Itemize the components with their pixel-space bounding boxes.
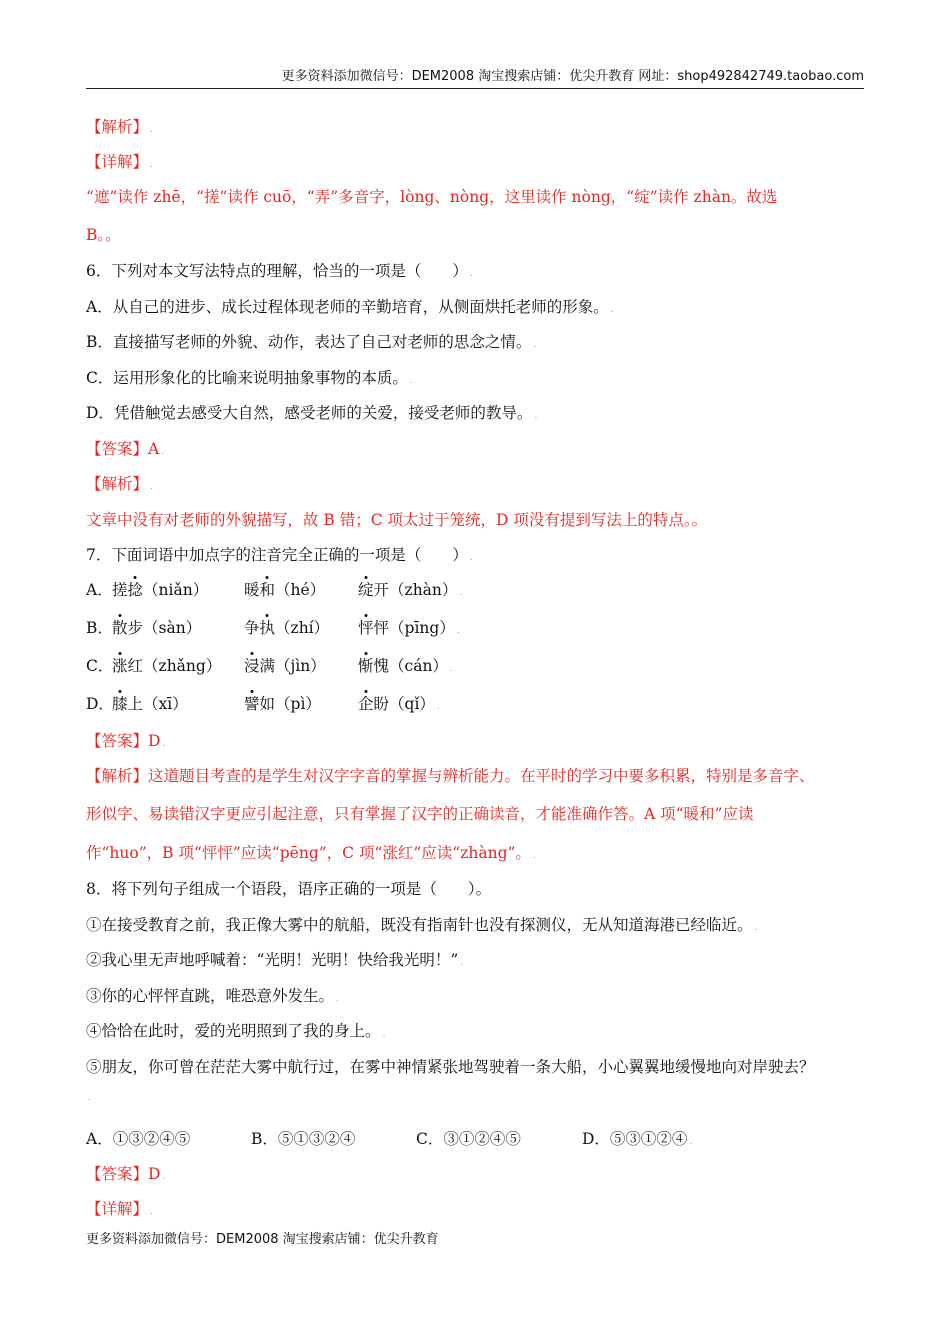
option-word: 浸满（jìn） bbox=[244, 657, 326, 675]
analysis-text: 文章中没有对老师的外貌描写，故 B 错；C 项太过于笼统，D 项没有提到写法上的特点。。 bbox=[86, 511, 708, 529]
page-header: 更多资料添加微信号：DEM2008 淘宝搜索店铺：优尖升教育 网址：shop492842749.taobao.com bbox=[86, 68, 864, 89]
option-d: D．⑤③①②④ . bbox=[582, 1130, 693, 1148]
option-word: 争执（zhí） bbox=[244, 619, 330, 637]
option-a: A．从自己的进步、成长过程体现老师的辛勤培育，从侧面烘托老师的形象。 . bbox=[86, 298, 614, 316]
detail-label: 【详解】 . bbox=[86, 153, 153, 171]
option-word: 搓捻（niǎn） bbox=[112, 581, 209, 599]
option-word: 惭愧（cán） . bbox=[358, 657, 453, 675]
option-word: 暖和（hé） bbox=[244, 581, 326, 599]
analysis-label: 【解析】 . bbox=[86, 118, 153, 136]
dotted-char: 捻 bbox=[127, 581, 144, 599]
dotted-char: 膝 bbox=[112, 695, 128, 713]
option-word: 譬如（pì） bbox=[244, 695, 321, 713]
detail-text: B。。 bbox=[86, 226, 121, 244]
question-stem: 8．将下列句子组成一个语段，语序正确的一项是（ ）。 bbox=[86, 880, 492, 898]
dotted-char: 执 bbox=[259, 619, 276, 637]
option-word: 怦怦（pīng） . bbox=[358, 619, 460, 637]
dotted-char: 譬 bbox=[244, 695, 260, 713]
page-footer: 更多资料添加微信号：DEM2008 淘宝搜索店铺：优尖升教育 bbox=[86, 1232, 439, 1247]
dotted-char: 散 bbox=[112, 619, 128, 637]
option-word: 膝上（xī） bbox=[112, 695, 188, 713]
dotted-char: 绽 bbox=[358, 581, 374, 599]
analysis-text: 作“huo”，B 项“怦怦”应读“pēng”，C 项“涨红”应读“zhàng”。 . bbox=[86, 844, 536, 862]
option-label: D． bbox=[86, 695, 114, 713]
option-b: B．直接描写老师的外貌、动作，表达了自己对老师的思念之情。 . bbox=[86, 333, 537, 351]
sentence-1: ①在接受教育之前，我正像大雾中的航船，既没有指南针也没有探测仪，无从知道海港已经临近。 . bbox=[86, 916, 758, 934]
sentence-4: ④恰恰在此时，爱的光明照到了我的身上。 . bbox=[86, 1022, 386, 1040]
sentence-2: ②我心里无声地呼喊着：“光明！光明！快给我光明！” . bbox=[86, 951, 464, 969]
detail-text: “遮”读作 zhē，“搓”读作 cuō，“弄”多音字，lòng、nòng，这里读作 nòng，“绽”读作 zhàn。故选 bbox=[86, 188, 778, 206]
option-label: B． bbox=[86, 619, 113, 637]
option-c: C．③①②④⑤ bbox=[416, 1130, 521, 1148]
detail-label: 【详解】 . bbox=[86, 1200, 153, 1218]
option-b: B．⑤①③②④ bbox=[251, 1130, 356, 1148]
para-mark: . bbox=[88, 1093, 91, 1103]
option-label: C． bbox=[86, 657, 114, 675]
option-word: 散步（sàn） bbox=[112, 619, 202, 637]
analysis-text: 【解析】这道题目考查的是学生对汉字字音的掌握与辨析能力。在平时的学习中要多积累，特别是多音字、 bbox=[86, 767, 815, 785]
dotted-char: 和 bbox=[259, 581, 276, 599]
option-a: A．①③②④⑤ bbox=[86, 1130, 191, 1148]
dotted-char: 浸 bbox=[244, 657, 260, 675]
analysis-text: 形似字、易读错汉字更应引起注意，只有掌握了汉字的正确读音，才能准确作答。A 项“暖和”应读 bbox=[86, 805, 754, 823]
sentence-3: ③你的心怦怦直跳，唯恐意外发生。 . bbox=[86, 987, 339, 1005]
option-label: A． bbox=[86, 581, 113, 599]
option-word: 企盼（qǐ） . bbox=[358, 695, 440, 713]
sentence-5: ⑤朋友，你可曾在茫茫大雾中航行过，在雾中神情紧张地驾驶着一条大船，小心翼翼地缓慢地向对岸驶去？ bbox=[86, 1058, 815, 1076]
answer: 【答案】D . bbox=[86, 732, 166, 750]
dotted-char: 惭 bbox=[358, 657, 374, 675]
option-word: 绽开（zhàn） . bbox=[358, 581, 463, 599]
question-stem: 6．下列对本文写法特点的理解，恰当的一项是（ ） . bbox=[86, 262, 473, 280]
option-word: 涨红（zhǎng） bbox=[112, 657, 222, 675]
answer: 【答案】D . bbox=[86, 1165, 166, 1183]
question-stem: 7．下面词语中加点字的注音完全正确的一项是（ ） . bbox=[86, 546, 473, 564]
dotted-char: 涨 bbox=[112, 657, 128, 675]
dotted-char: 怦 bbox=[358, 619, 374, 637]
option-d: D．凭借触觉去感受大自然，感受老师的关爱，接受老师的教导。 . bbox=[86, 404, 538, 422]
analysis-label: 【解析】 . bbox=[86, 475, 153, 493]
dotted-char: 企 bbox=[358, 695, 374, 713]
answer: 【答案】A . bbox=[86, 440, 165, 458]
option-c: C．运用形象化的比喻来说明抽象事物的本质。 . bbox=[86, 369, 413, 387]
